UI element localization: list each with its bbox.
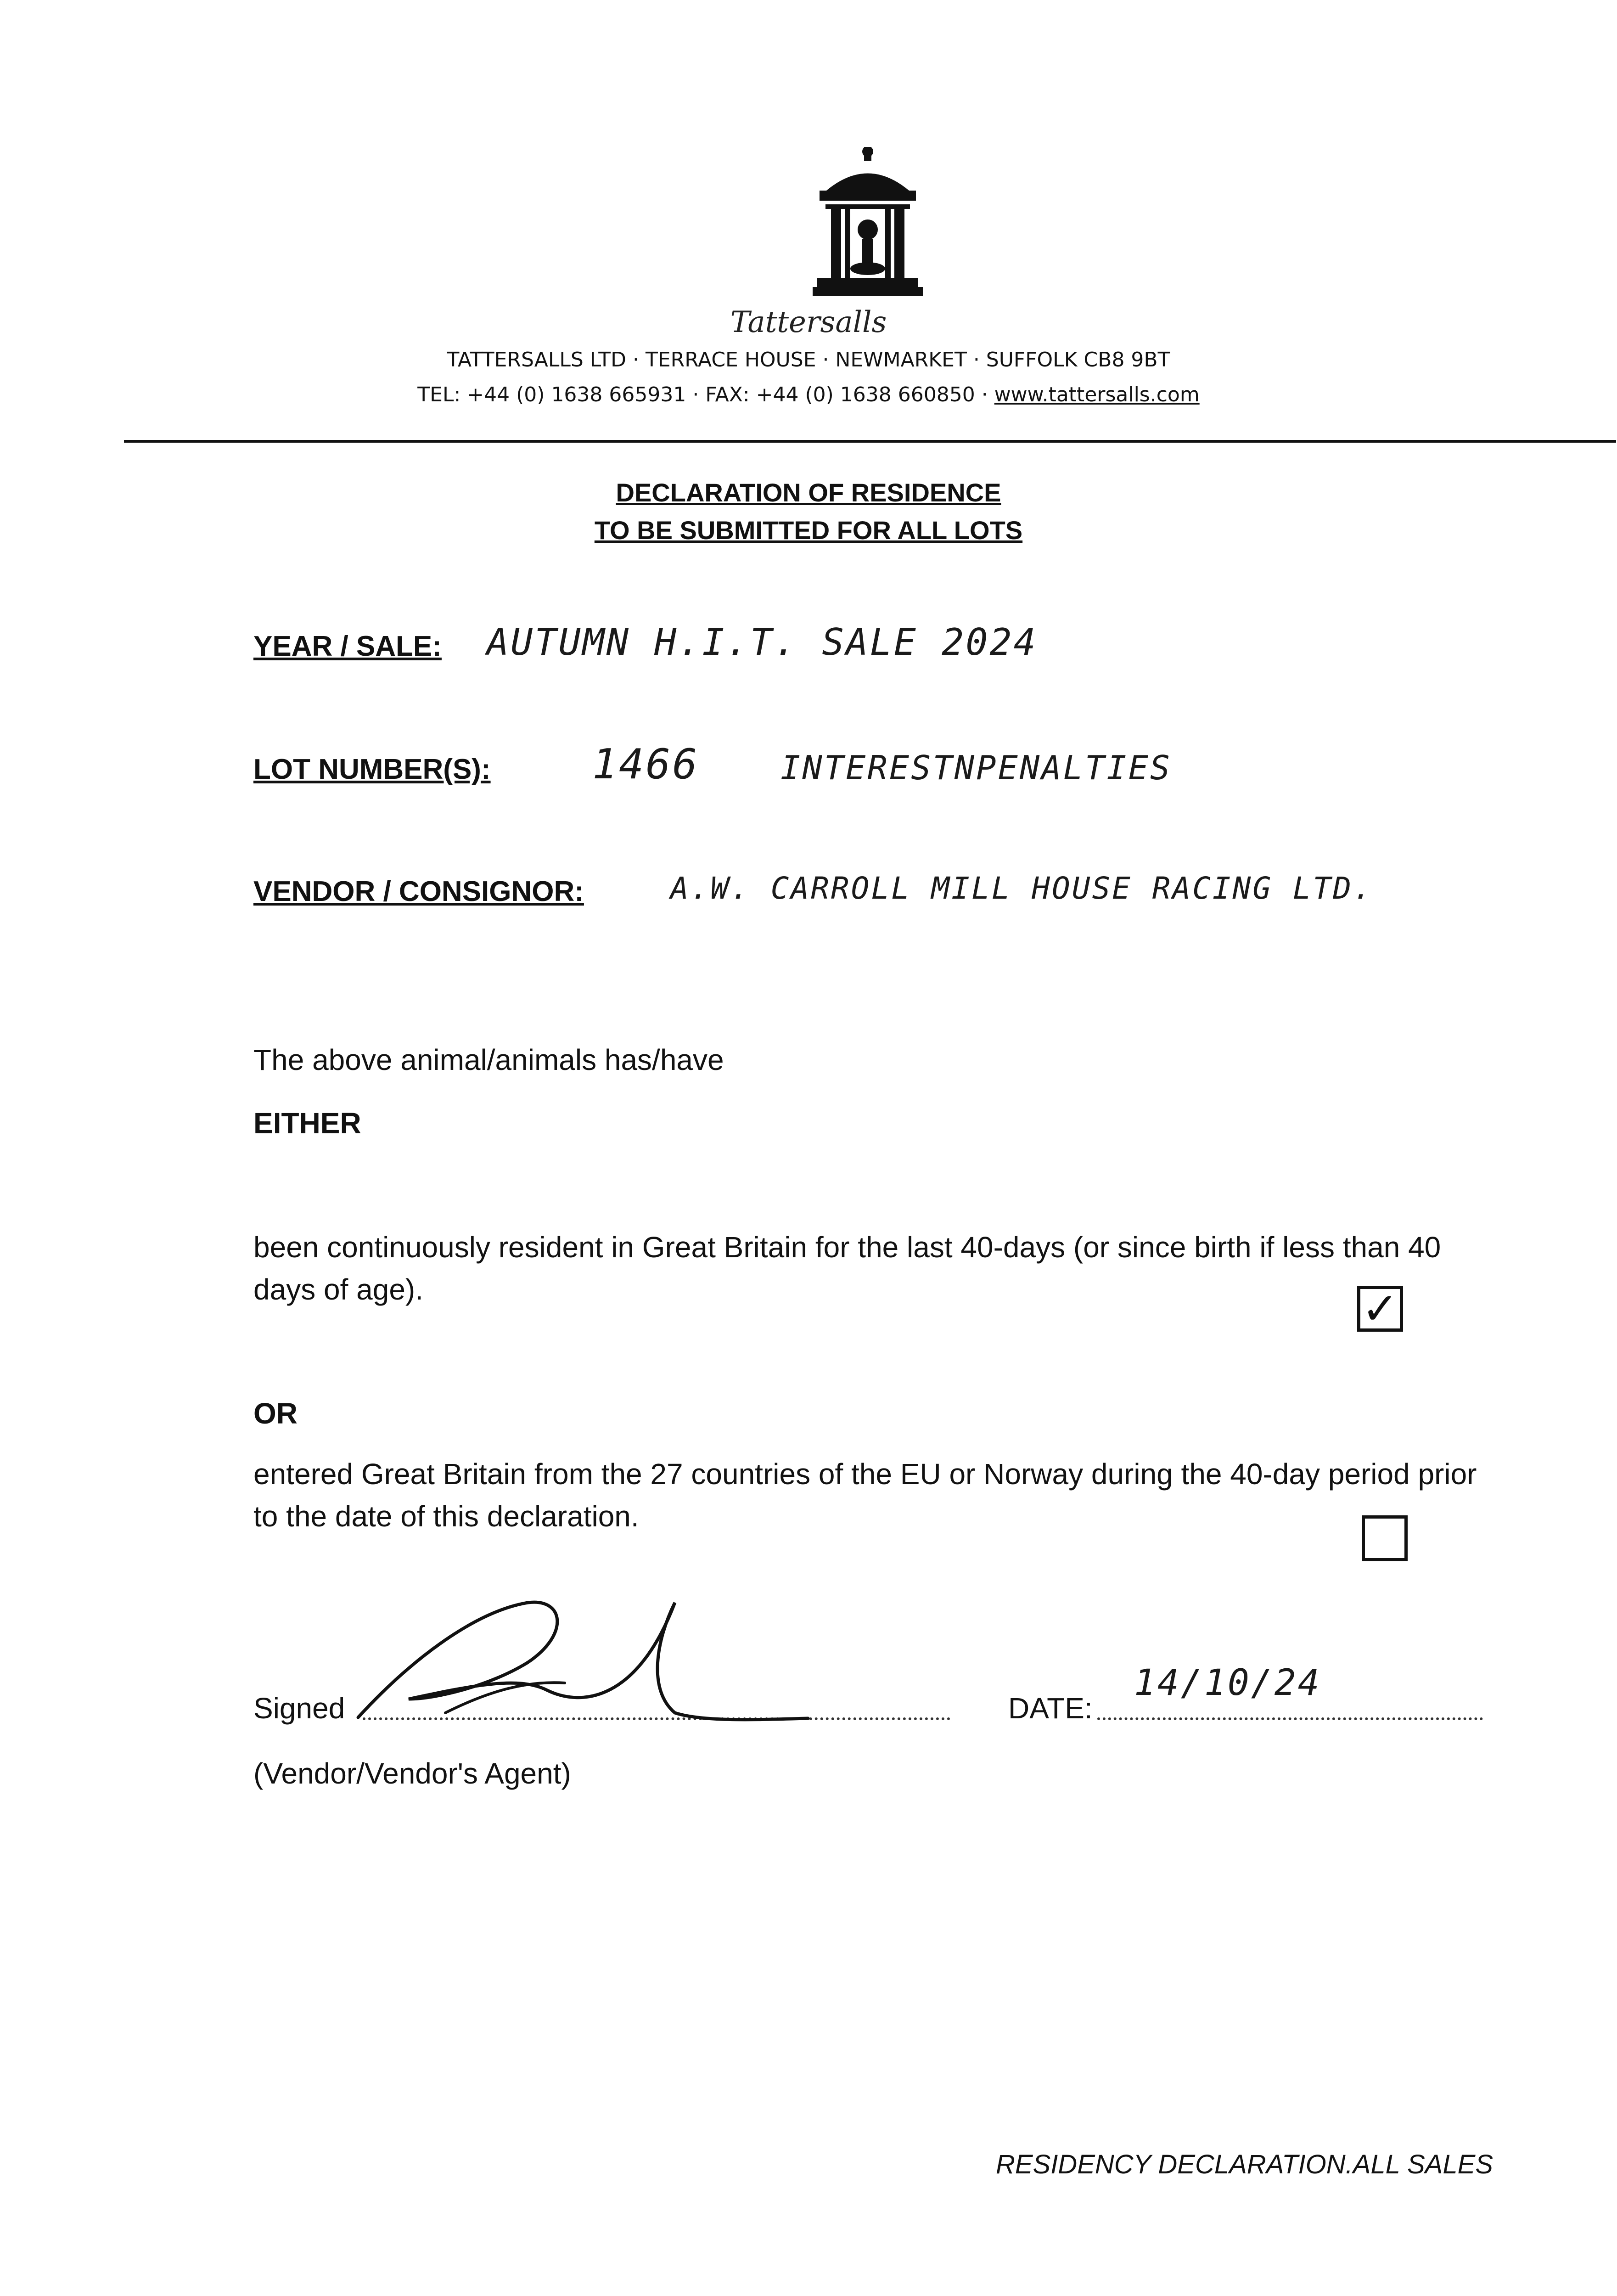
signed-label: Signed [253, 1692, 345, 1725]
footer-form-reference: RESIDENCY DECLARATION.ALL SALES [995, 2150, 1493, 2179]
year-sale-value: AUTUMN H.I.T. SALE 2024 [487, 621, 1038, 664]
website-link[interactable]: www.tattersalls.com [994, 383, 1200, 406]
contact-line [0, 383, 1617, 406]
document-title: DECLARATION OF RESIDENCE [616, 478, 1001, 507]
option-entered-eu-text: entered Great Britain from the 27 countries of the EU or Norway during the 40-day period prior to the date of this declaration. [253, 1458, 1477, 1533]
company-address: TATTERSALLS LTD · TERRACE HOUSE · NEWMARKET · SUFFOLK CB8 9BT [447, 348, 1170, 371]
option-entered-eu-checkbox[interactable] [1362, 1515, 1408, 1561]
vendor-value: A.W. CARROLL MILL HOUSE RACING LTD. [670, 871, 1373, 906]
lot-horse-name: INTERESTNPENALTIES [780, 748, 1172, 787]
contact-numbers: TEL: +44 (0) 1638 665931 · FAX: +44 (0) 1638 660850 · [417, 383, 994, 406]
year-sale-label: YEAR / SALE: [253, 630, 442, 662]
or-heading: OR [253, 1397, 298, 1430]
option-continuous-residence-checkbox[interactable] [1357, 1283, 1403, 1334]
checkmark-icon: ✓ [1361, 1283, 1399, 1334]
header-divider [124, 440, 1616, 443]
vendor-label: VENDOR / CONSIGNOR: [253, 876, 584, 907]
brand-name: Tattersalls [730, 305, 887, 339]
date-value: 14/10/24 [1134, 1662, 1321, 1704]
document-subtitle: TO BE SUBMITTED FOR ALL LOTS [594, 516, 1023, 545]
option-continuous-residence-text: been continuously resident in Great Britain for the last 40-days (or since birth if less than 40 days of age). [253, 1231, 1441, 1306]
date-line [1097, 1717, 1483, 1720]
handwritten-signature [354, 1584, 813, 1731]
lot-number-value: 1466 [592, 740, 699, 788]
signatory-role-label: (Vendor/Vendor's Agent) [253, 1757, 571, 1790]
lot-number-label: LOT NUMBER(S): [253, 754, 491, 785]
tattersalls-logo [813, 147, 923, 298]
statement-intro: The above animal/animals has/have [253, 1043, 724, 1076]
either-heading: EITHER [253, 1107, 361, 1140]
date-label: DATE: [1008, 1692, 1093, 1725]
